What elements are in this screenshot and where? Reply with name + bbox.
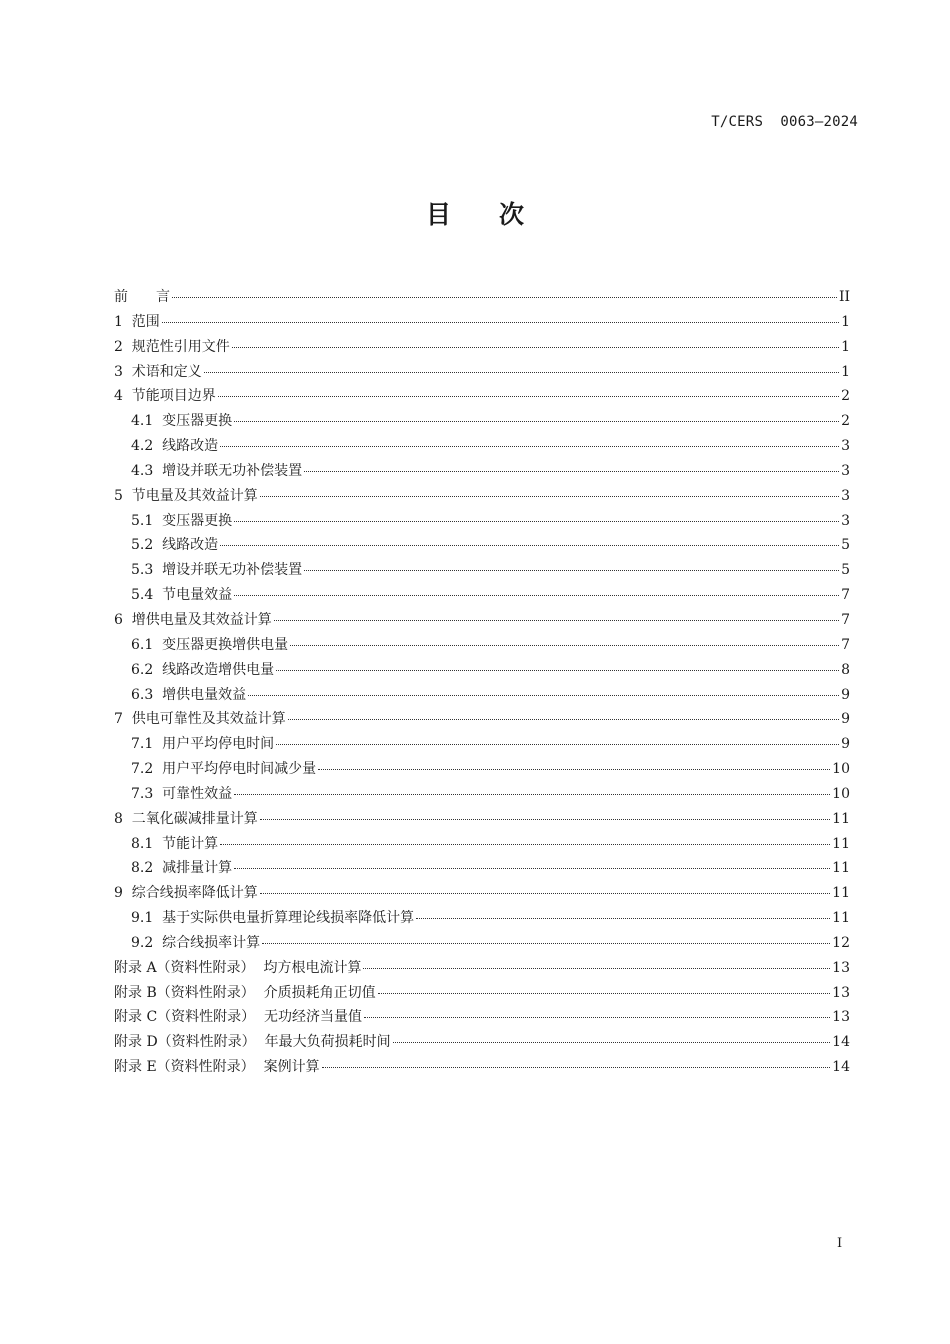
toc-entry[interactable]: [114, 660, 850, 685]
toc-entry-label: 7.3 可靠性效益: [131, 785, 233, 802]
toc-entry-label: 4.3 增设并联无功补偿装置: [131, 462, 303, 479]
toc-entry[interactable]: [114, 1007, 850, 1032]
toc-entry[interactable]: [114, 560, 850, 585]
toc-entry[interactable]: [114, 958, 850, 983]
toc-entry[interactable]: [114, 834, 850, 859]
toc-entry-label: 7 供电可靠性及其效益计算: [114, 711, 286, 728]
toc-entry[interactable]: [114, 511, 850, 536]
toc-entry[interactable]: [114, 809, 850, 834]
toc-dot-leader: [304, 471, 839, 472]
toc-entry-label: 前 言: [114, 289, 170, 305]
toc-entry-page: 3: [841, 512, 850, 529]
toc-dot-leader: [234, 421, 839, 422]
toc-entry-page: 3: [841, 438, 850, 455]
toc-entry-label: 9.1 基于实际供电量折算理论线损率降低计算: [131, 910, 415, 927]
toc-entry-label: 9.2 综合线损率计算: [131, 934, 261, 951]
toc-dot-leader: [262, 943, 830, 944]
toc-entry-label: 8.2 减排量计算: [131, 860, 233, 877]
toc-entry-page: 11: [832, 885, 850, 902]
toc-dot-leader: [218, 396, 839, 397]
toc-entry[interactable]: [114, 610, 850, 635]
toc-entry-page: II: [838, 289, 850, 305]
toc-dot-leader: [274, 620, 839, 621]
toc-entry[interactable]: [114, 337, 850, 362]
toc-entry-page: 2: [841, 413, 850, 430]
toc-entry-label: 2 规范性引用文件: [114, 338, 230, 355]
toc-entry-label: 6.1 变压器更换增供电量: [131, 636, 289, 653]
toc-entry-label: 6 增供电量及其效益计算: [114, 611, 272, 628]
toc-dot-leader: [364, 1017, 830, 1018]
toc-entry-label: 附录 A（资料性附录） 均方根电流计算: [114, 959, 362, 976]
toc-entry-label: 5.3 增设并联无功补偿装置: [131, 562, 303, 579]
toc-entry[interactable]: [114, 1032, 850, 1057]
toc-entry-label: 6.2 线路改造增供电量: [131, 661, 275, 678]
toc-dot-leader: [290, 645, 839, 646]
toc-entry-label: 8.1 节能计算: [131, 835, 219, 852]
toc-entry[interactable]: [114, 436, 850, 461]
page-title: 目次: [425, 200, 572, 229]
toc-dot-leader: [416, 918, 830, 919]
page-number: I: [837, 1236, 843, 1251]
toc-entry[interactable]: [114, 635, 850, 660]
toc-entry-page: 8: [841, 661, 850, 678]
toc-entry[interactable]: [114, 312, 850, 337]
toc-entry[interactable]: [114, 933, 850, 958]
toc-dot-leader: [220, 545, 839, 546]
toc-entry[interactable]: [114, 585, 850, 610]
toc-entry-label: 6.3 增供电量效益: [131, 686, 247, 703]
document-code: T/CERS 0063—2024: [711, 114, 858, 130]
toc-dot-leader: [322, 1067, 831, 1068]
toc-dot-leader: [204, 372, 839, 373]
toc-entry-label: 4 节能项目边界: [114, 388, 216, 405]
toc-entry-label: 5 节电量及其效益计算: [114, 487, 258, 504]
toc-entry-page: 11: [832, 810, 850, 827]
toc-entry-page: 10: [832, 785, 850, 802]
toc-entry-page: 13: [832, 1009, 850, 1026]
toc-entry[interactable]: [114, 685, 850, 710]
toc-dot-leader: [363, 968, 830, 969]
toc-entry-page: 14: [832, 1059, 850, 1076]
toc-entry[interactable]: [114, 883, 850, 908]
toc-entry[interactable]: [114, 411, 850, 436]
toc-entry-page: 5: [841, 537, 850, 554]
toc-entry[interactable]: [114, 486, 850, 511]
toc-entry[interactable]: [114, 784, 850, 809]
toc-entry[interactable]: [114, 1057, 850, 1082]
toc-entry-page: 11: [832, 910, 850, 927]
toc-entry-page: 11: [832, 835, 850, 852]
toc-entry[interactable]: [114, 908, 850, 933]
toc-entry-page: 2: [841, 388, 850, 405]
toc-dot-leader: [232, 347, 839, 348]
toc-entry-label: 9 综合线损率降低计算: [114, 885, 258, 902]
toc-entry-label: 3 术语和定义: [114, 363, 202, 380]
toc-entry-page: 1: [841, 338, 850, 355]
toc-entry[interactable]: [114, 461, 850, 486]
toc-dot-leader: [288, 719, 839, 720]
toc-dot-leader: [304, 570, 839, 571]
toc-dot-leader: [234, 794, 830, 795]
toc-entry-label: 7.1 用户平均停电时间: [131, 736, 275, 753]
toc-dot-leader: [220, 844, 830, 845]
toc-dot-leader: [234, 868, 830, 869]
toc-entry-label: 附录 C（资料性附录） 无功经济当量值: [114, 1009, 363, 1026]
toc-entry[interactable]: [114, 386, 850, 411]
toc-dot-leader: [162, 322, 839, 323]
toc-entry-label: 5.4 节电量效益: [131, 587, 233, 604]
toc-entry-label: 5.1 变压器更换: [131, 512, 233, 529]
toc-entry-page: 3: [841, 487, 850, 504]
toc-entry-label: 7.2 用户平均停电时间减少量: [131, 761, 317, 778]
toc-entry-page: 13: [832, 984, 850, 1001]
toc-dot-leader: [260, 819, 830, 820]
toc-dot-leader: [172, 297, 837, 298]
toc-entry-label: 附录 D（资料性附录） 年最大负荷损耗时间: [114, 1034, 391, 1051]
toc-dot-leader: [234, 521, 839, 522]
toc-entry-label: 4.2 线路改造: [131, 438, 219, 455]
toc-entry[interactable]: [114, 759, 850, 784]
toc-entry[interactable]: [114, 734, 850, 759]
toc-entry-label: 1 范围: [114, 313, 160, 330]
toc-entry[interactable]: [114, 287, 850, 312]
toc-dot-leader: [378, 993, 831, 994]
toc-entry-page: 5: [841, 562, 850, 579]
toc-entry-page: 11: [832, 860, 850, 877]
toc-dot-leader: [260, 496, 839, 497]
toc-entry-page: 7: [841, 636, 850, 653]
toc-dot-leader: [318, 769, 830, 770]
toc-entry-label: 4.1 变压器更换: [131, 413, 233, 430]
toc-entry-label: 5.2 线路改造: [131, 537, 219, 554]
toc-entry-page: 9: [841, 686, 850, 703]
toc-entry-page: 9: [841, 736, 850, 753]
toc-entry[interactable]: [114, 362, 850, 387]
toc-dot-leader: [234, 595, 839, 596]
toc-entry-page: 7: [841, 587, 850, 604]
toc-dot-leader: [220, 446, 839, 447]
toc-entry-page: 13: [832, 959, 850, 976]
toc-dot-leader: [276, 670, 839, 671]
table-of-contents: [114, 287, 850, 1082]
toc-entry[interactable]: [114, 858, 850, 883]
toc-dot-leader: [276, 744, 839, 745]
toc-dot-leader: [393, 1042, 831, 1043]
toc-entry-page: 10: [832, 761, 850, 778]
toc-entry-page: 7: [841, 611, 850, 628]
toc-entry-label: 附录 B（资料性附录） 介质损耗角正切值: [114, 984, 376, 1001]
toc-dot-leader: [248, 695, 839, 696]
toc-entry-page: 1: [841, 363, 850, 380]
toc-dot-leader: [260, 893, 830, 894]
toc-entry[interactable]: [114, 983, 850, 1008]
toc-entry-label: 附录 E（资料性附录） 案例计算: [114, 1059, 320, 1076]
toc-entry-label: 8 二氧化碳减排量计算: [114, 810, 258, 827]
toc-entry-page: 3: [841, 462, 850, 479]
toc-entry-page: 14: [832, 1034, 850, 1051]
toc-entry-page: 9: [841, 711, 850, 728]
toc-entry[interactable]: [114, 535, 850, 560]
toc-entry[interactable]: [114, 709, 850, 734]
toc-entry-page: 1: [841, 313, 850, 330]
toc-entry-page: 12: [832, 934, 850, 951]
